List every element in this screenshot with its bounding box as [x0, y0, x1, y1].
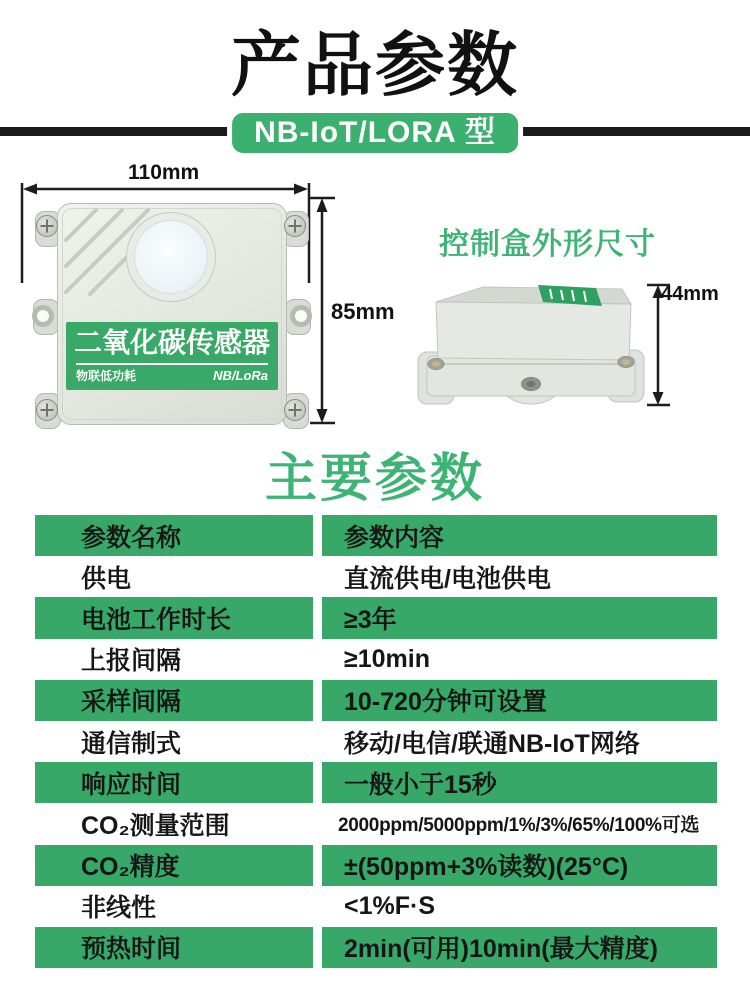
screw-icon: [284, 399, 306, 421]
screw-icon: [36, 399, 58, 421]
spec-row-4-value: 10-720分钟可设置: [322, 680, 717, 721]
screw-icon: [36, 215, 58, 237]
sensor-height-dimension-label: 85mm: [331, 299, 395, 324]
spec-row-0-name: 参数名称: [35, 515, 313, 556]
device-label-sub-right: NB/LoRa: [213, 368, 268, 383]
spec-row-5-value: 移动/电信/联通NB-IoT网络: [322, 721, 717, 762]
model-badge: NB-IoT/LORA 型: [227, 108, 523, 158]
spec-row-9-value: <1%F·S: [322, 886, 717, 927]
spec-row-1-value: 直流供电/电池供电: [322, 556, 717, 597]
sensor-height-dimension-arrow: [308, 193, 342, 429]
main-params-heading: 主要参数: [264, 450, 485, 508]
control-box-height-dimension-label: 44mm: [661, 283, 719, 305]
control-box-height-dimension-arrow: [644, 281, 676, 409]
mount-hole-icon: [290, 305, 312, 327]
spec-row-2-value: ≥3年: [322, 597, 717, 638]
spec-row-7-value: 2000ppm/5000ppm/1%/3%/65%/100%可选: [322, 803, 717, 844]
control-box-heading: 控制盒外形尺寸: [439, 228, 656, 261]
spec-row-6-value: 一般小于15秒: [322, 762, 717, 803]
spec-row-5-name: 通信制式: [35, 721, 313, 762]
gas-mesh-membrane: [134, 220, 208, 294]
spec-row-7-name: CO₂测量范围: [35, 803, 313, 844]
screw-icon: [284, 215, 306, 237]
spec-table: [35, 515, 717, 968]
sensor-width-dimension-label: 110mm: [128, 161, 200, 184]
page-title: 产品参数: [231, 26, 519, 104]
spec-row-3-value: ≥10min: [322, 639, 717, 680]
device-label-title: 二氧化碳传感器: [74, 327, 271, 358]
spec-row-10-name: 预热时间: [35, 927, 313, 968]
spec-row-3-name: 上报间隔: [35, 639, 313, 680]
device-label: [66, 322, 278, 390]
spec-row-6-name: 响应时间: [35, 762, 313, 803]
spec-row-10-value: 2min(可用)10min(最大精度): [322, 927, 717, 968]
spec-row-1-name: 供电: [35, 556, 313, 597]
spec-row-8-name: CO₂精度: [35, 845, 313, 886]
spec-row-4-name: 采样间隔: [35, 680, 313, 721]
spec-row-8-value: ±(50ppm+3%读数)(25°C): [322, 845, 717, 886]
spec-row-2-name: 电池工作时长: [35, 597, 313, 638]
control-box-image: [412, 280, 647, 412]
device-label-sub-left: 物联低功耗: [76, 369, 137, 383]
mount-hole-icon: [32, 305, 54, 327]
spec-row-9-name: 非线性: [35, 886, 313, 927]
spec-row-0-value: 参数内容: [322, 515, 717, 556]
